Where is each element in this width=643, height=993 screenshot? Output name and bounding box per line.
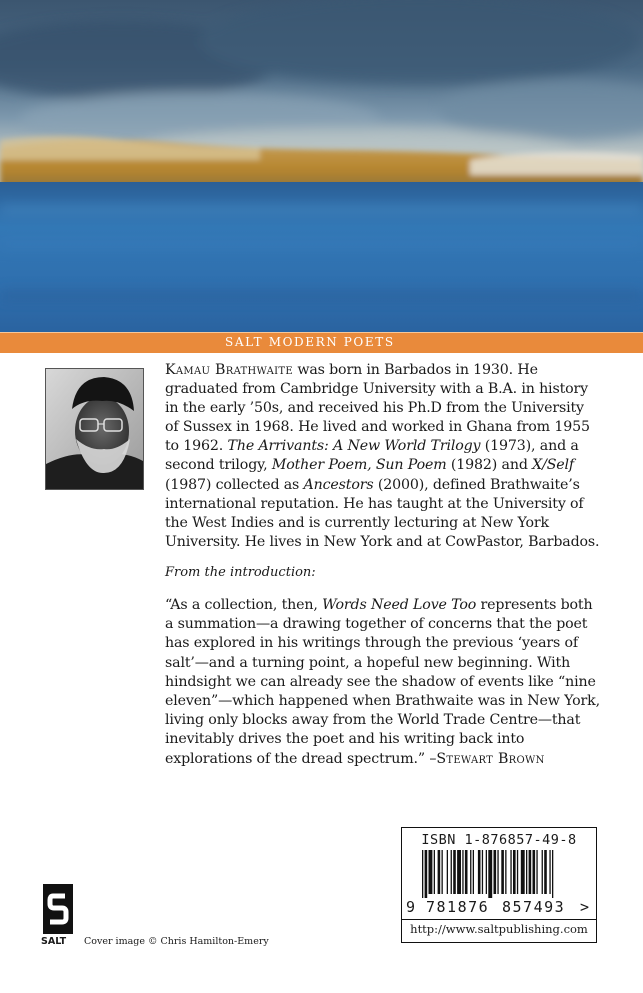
barcode-bar (552, 850, 553, 898)
barcode-bars (410, 850, 588, 898)
series-band (0, 332, 643, 353)
barcode-bar (478, 850, 481, 894)
barcode-bar (442, 850, 443, 894)
book-title: The Arrivants: A New World Trilogy (227, 438, 481, 455)
barcode-bar (451, 850, 452, 894)
barcode-bar (505, 850, 506, 894)
publisher-url: http://www.saltpublishing.com (410, 922, 588, 936)
book-title: Words Need Love Too (322, 597, 477, 613)
author-bio (165, 361, 600, 552)
barcode-divider (402, 919, 596, 920)
book-title: X/Self (532, 457, 575, 474)
barcode-bar (513, 850, 516, 894)
barcode-bar (447, 850, 448, 894)
barcode-bar (429, 850, 433, 894)
introduction-quote (165, 596, 601, 769)
barcode-bar (501, 850, 504, 894)
series-title: SALT MODERN POETS (225, 335, 395, 349)
salt-logo-wordmark: SALT (41, 936, 67, 947)
quote-text: “As a collection, then, (165, 597, 323, 613)
barcode-bar (470, 850, 471, 894)
barcode-digits-right: 857493 (502, 898, 566, 916)
bio-text: (1973), and a second trilogy, (165, 438, 579, 474)
barcode-bar (521, 850, 525, 894)
barcode-bar (494, 850, 497, 894)
barcode-bar (422, 850, 423, 898)
bio-text: (1987) collected as (165, 476, 304, 493)
barcode-bar (486, 850, 487, 894)
barcode-bar (517, 850, 518, 894)
intro-label: From the introduction: (165, 565, 316, 580)
book-title: Ancestors (303, 476, 374, 493)
quote-dash: – (425, 750, 437, 767)
author-portrait-picture (46, 369, 143, 489)
cover-image (0, 0, 643, 332)
barcode-bar (544, 850, 547, 894)
author-name: Kamau Brathwaite (165, 362, 293, 378)
barcode-bar (549, 850, 550, 894)
barcode-digit-first: 9 (406, 898, 416, 916)
quote-text: represents both a summation—a drawing together of concerns that the poet has explored in his writings through the previous ‘years of salt’—and a turning point, a hopeful new beginning. With hindsight we can already see the shadow of events like “nine eleven”—which happened when Brathwaite was in New York, living only blocks away from the World Trade Centre—that inevitably drives the poet and his writing back into explorations of the dread spectrum.” (165, 597, 600, 767)
barcode-bar (529, 850, 532, 894)
barcode-bar (542, 850, 543, 894)
quote-attribution: Stewart Brown (436, 750, 545, 767)
barcode-bar (510, 850, 511, 894)
barcode-bar (434, 850, 435, 894)
barcode-bar (536, 850, 537, 894)
barcode-bar (425, 850, 428, 898)
bio-text: (1982) and (446, 457, 533, 474)
salt-logo-icon (43, 884, 73, 940)
barcode-bar (497, 850, 498, 894)
barcode-bar (473, 850, 474, 894)
barcode-bar (438, 850, 441, 894)
author-photo (45, 368, 144, 490)
isbn-barcode-box (401, 827, 597, 943)
barcode-bar (465, 850, 468, 894)
bio-text: (2000), defined Brathwaite’s international reputation. He has taught at the University of the West Indies and is currently lecturing at New York University. He lives in New York and at CowPastor, Barbados. (165, 476, 600, 550)
barcode-bar (482, 850, 483, 894)
barcode-bar (533, 850, 536, 894)
book-title: Mother Poem, Sun Poem (271, 457, 447, 474)
cover-image-credit: Cover image © Chris Hamilton-Emery (84, 936, 269, 947)
barcode-bar (453, 850, 456, 894)
barcode-arrow: > (580, 898, 590, 916)
barcode-bar (488, 850, 492, 898)
isbn-number: ISBN 1-876857-49-8 (421, 832, 577, 848)
barcode-bar (526, 850, 527, 894)
barcode-digits-left: 781876 (426, 898, 490, 916)
seascape-picture (0, 0, 643, 332)
bio-text: was born in Barbados in 1930. He graduated from Cambridge University with a B.A. in history in the early ’50s, and received his Ph.D from the University of Sussex in 1968. He lived and worked in Ghana from 1955 to 1962. (165, 362, 590, 455)
barcode-bar (462, 850, 463, 894)
barcode-bar (457, 850, 461, 894)
